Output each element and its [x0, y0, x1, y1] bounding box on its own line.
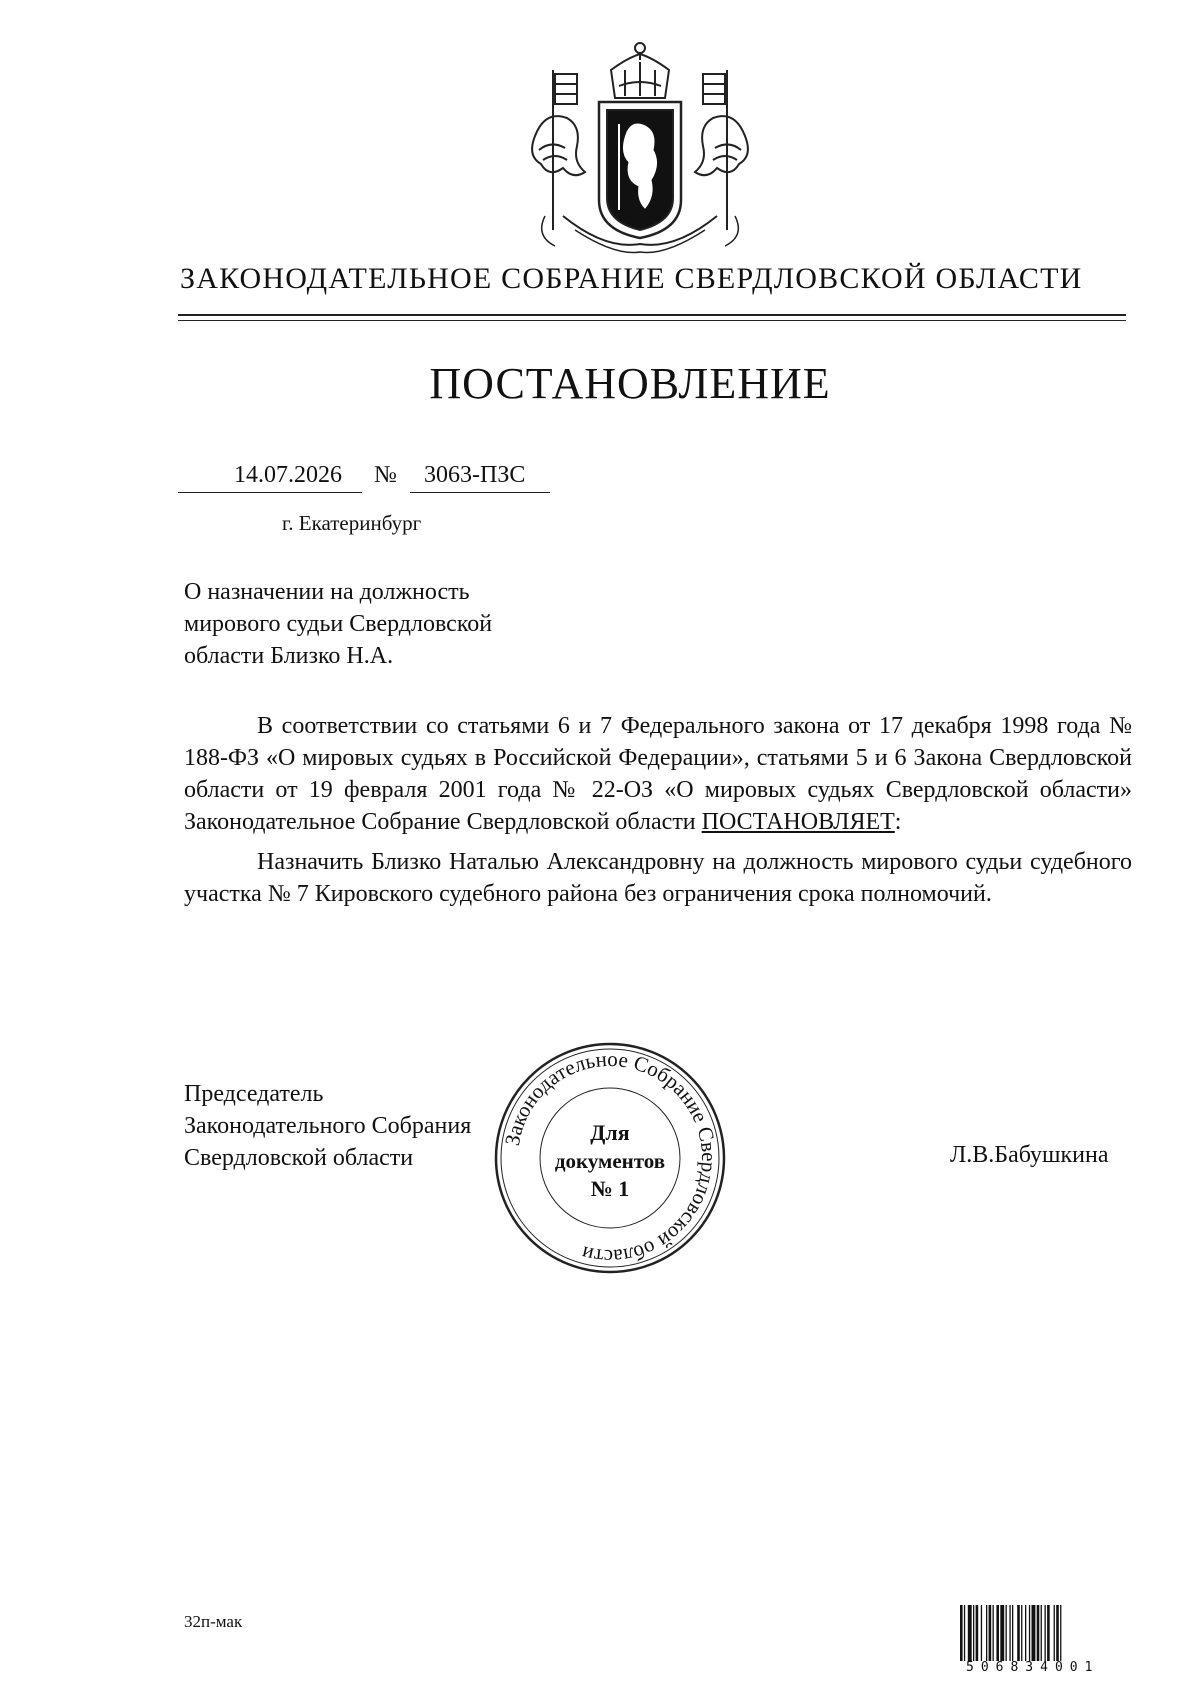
barcode-bar: [1009, 1605, 1010, 1661]
organization-name: ЗАКОНОДАТЕЛЬНОЕ СОБРАНИЕ СВЕРДЛОВСКОЙ ОБЛАСТИ: [180, 262, 1083, 295]
barcode-bar: [973, 1605, 974, 1661]
barcode-bar: [1047, 1605, 1050, 1661]
body-paragraph: Назначить Близко Наталью Александровну на должность мирового судьи судебного участка № 7 Кировского судебного района без ограничения срока полномочий.: [184, 849, 1132, 907]
barcode-bar: [993, 1605, 994, 1661]
barcode-bar: [1012, 1605, 1013, 1661]
signatory-title-line: Председатель: [184, 1081, 324, 1107]
subject-line: О назначении на должность: [184, 579, 470, 605]
footer-code: 32п-мак: [184, 1612, 243, 1631]
body-paragraph-text: В соответствии со статьями 6 и 7 Федерального закона от 17 декабря 1998 года № 188-ФЗ «О мировых судьях в Российской Федерации», статьями 5 и 6 Закона Свердловской области от 19 февраля 2001 года № 22-ОЗ «О мировых судьях Свердловской области» Законодательное Собрание Свердловской области: [184, 713, 1132, 835]
stamp-ring-text: Законодательное Собрание Свердловской области: [499, 1046, 722, 1270]
number-sign: №: [374, 462, 397, 488]
barcode-bar: [1056, 1605, 1059, 1661]
barcode-bar: [968, 1605, 972, 1661]
subject-line: мирового судьи Свердловской: [184, 611, 493, 637]
stamp-center-line: № 1: [590, 1176, 630, 1201]
barcode-bar: [981, 1605, 982, 1661]
barcode-bar: [964, 1605, 965, 1661]
document-body: [184, 710, 1132, 918]
barcode-bar: [989, 1605, 992, 1661]
document-number: 3063-ПЗС: [410, 463, 550, 493]
barcode-bar: [960, 1605, 963, 1661]
barcode-bar: [1032, 1605, 1036, 1661]
coat-of-arms-emblem: [515, 40, 765, 260]
header-divider-thick: [178, 314, 1126, 316]
barcode-bar: [1006, 1605, 1007, 1661]
barcode: [958, 1605, 1118, 1661]
barcode-bar: [986, 1605, 987, 1661]
body-paragraph-end: :: [894, 809, 902, 835]
barcode-bar: [1025, 1605, 1026, 1661]
barcode-bar: [1000, 1605, 1004, 1661]
document-subject: [184, 576, 604, 672]
barcode-digits: 506834001: [966, 1660, 1100, 1675]
barcode-bar: [1054, 1605, 1055, 1661]
barcode-bar: [1045, 1605, 1046, 1661]
stamp-center-line: документов: [554, 1149, 666, 1173]
stamp-center-line: Для: [590, 1120, 630, 1145]
barcode-bar: [1029, 1605, 1030, 1661]
barcode-bar: [1041, 1605, 1042, 1661]
header-divider-thin: [178, 320, 1126, 321]
document-date: 14.07.2026: [178, 463, 362, 493]
barcode-bar: [1017, 1605, 1020, 1661]
official-stamp: [492, 1040, 728, 1276]
subject-line: области Близко Н.А.: [184, 643, 394, 669]
barcode-bar: [976, 1605, 979, 1661]
resolves-keyword: ПОСТАНОВЛЯЕТ: [701, 809, 895, 835]
signatory-name: Л.В.Бабушкина: [950, 1142, 1109, 1168]
barcode-bar: [1021, 1605, 1022, 1661]
body-paragraph: [184, 710, 1132, 838]
signatory-title: [184, 1078, 471, 1174]
signatory-title-line: Свердловской области: [184, 1145, 414, 1171]
barcode-bar: [1037, 1605, 1040, 1661]
signatory-title-line: Законодательного Собрания: [184, 1113, 472, 1139]
barcode-bar: [1060, 1605, 1061, 1661]
barcode-bar: [996, 1605, 999, 1661]
document-title: ПОСТАНОВЛЕНИЕ: [429, 359, 831, 408]
document-city: г. Екатеринбург: [282, 511, 422, 535]
